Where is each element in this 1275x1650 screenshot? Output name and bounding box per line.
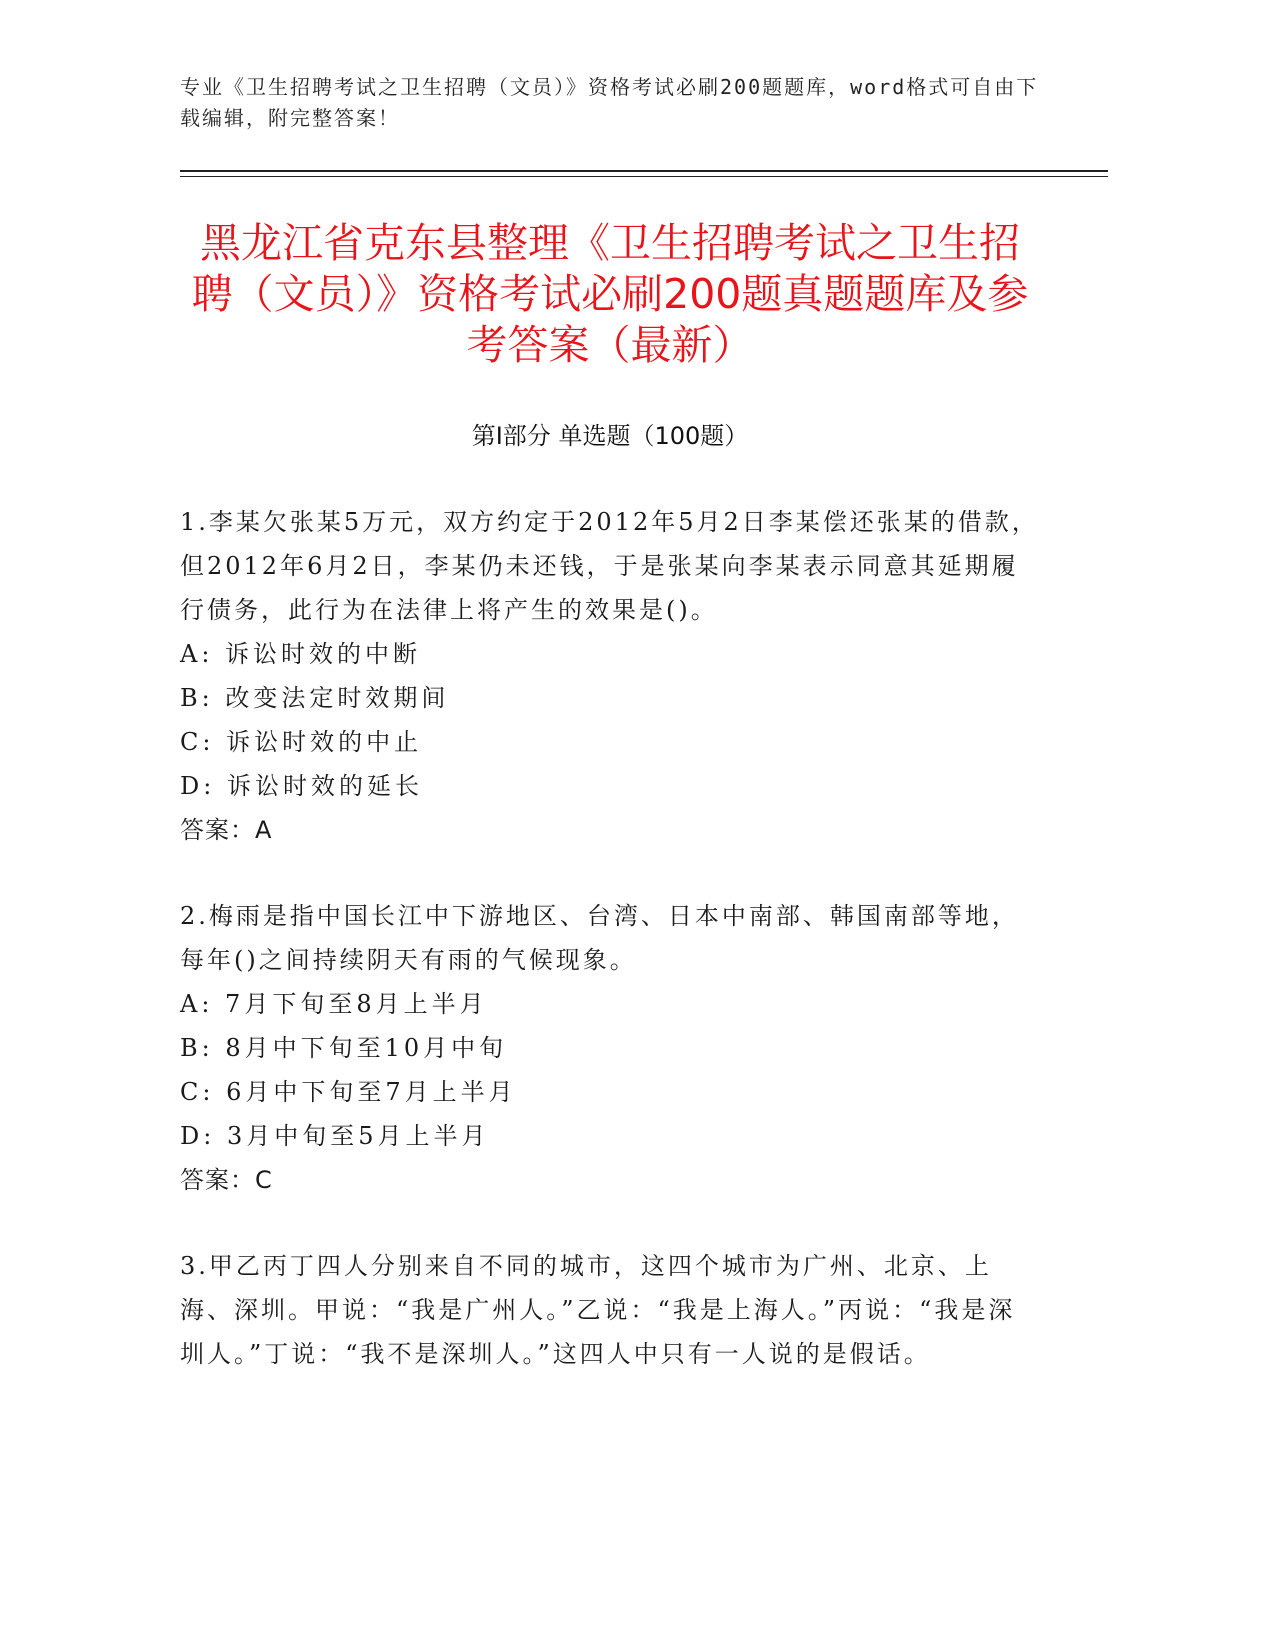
answer: 答案：A — [180, 816, 273, 844]
question-2 — [180, 894, 1040, 1202]
question-stem: 1.李某欠张某5万元，双方约定于2012年5月2日李某偿还张某的借款，但2012年6月2日，李某仍未还钱，于是张某向李某表示同意其延期履行债务，此行为在法律上将产生的效果是()。 — [180, 508, 1039, 624]
option-c: C: 诉讼时效的中止 — [180, 728, 423, 756]
document-title: 黑龙江省克东县整理《卫生招聘考试之卫生招聘（文员）》资格考试必刷200题真题题库及参考答案（最新） — [191, 219, 1029, 369]
section-title: 第Ⅰ部分 单选题（100题） — [471, 422, 749, 450]
question-list — [180, 500, 1040, 1418]
option-d: D: 诉讼时效的延长 — [180, 772, 423, 800]
question-3 — [180, 1244, 1040, 1376]
option-b: B: 8月中下旬至10月中旬 — [180, 1034, 508, 1062]
option-a: A: 7月下旬至8月上半月 — [180, 990, 488, 1018]
question-stem: 3.甲乙丙丁四人分别来自不同的城市，这四个城市为广州、北京、上海、深圳。甲说：“我是广州人。”乙说：“我是上海人。”丙说：“我是深圳人。”丁说：“我不是深圳人。”这四人中只有一人说的是假话。 — [180, 1252, 1016, 1368]
answer: 答案：C — [180, 1166, 273, 1194]
question-stem: 2.梅雨是指中国长江中下游地区、台湾、日本中南部、韩国南部等地，每年()之间持续阴天有雨的气候现象。 — [180, 902, 1019, 974]
question-1 — [180, 500, 1040, 852]
header-rule-thin — [180, 176, 1108, 177]
header-rule-thick — [180, 170, 1108, 172]
option-c: C: 6月中下旬至7月上半月 — [180, 1078, 517, 1106]
option-a: A: 诉讼时效的中断 — [180, 640, 422, 668]
header-note: 专业《卫生招聘考试之卫生招聘（文员）》资格考试必刷200题题库，word格式可自由下载编辑，附完整答案！ — [180, 75, 1039, 130]
option-d: D: 3月中旬至5月上半月 — [180, 1122, 490, 1150]
option-b: B: 改变法定时效期间 — [180, 684, 450, 712]
